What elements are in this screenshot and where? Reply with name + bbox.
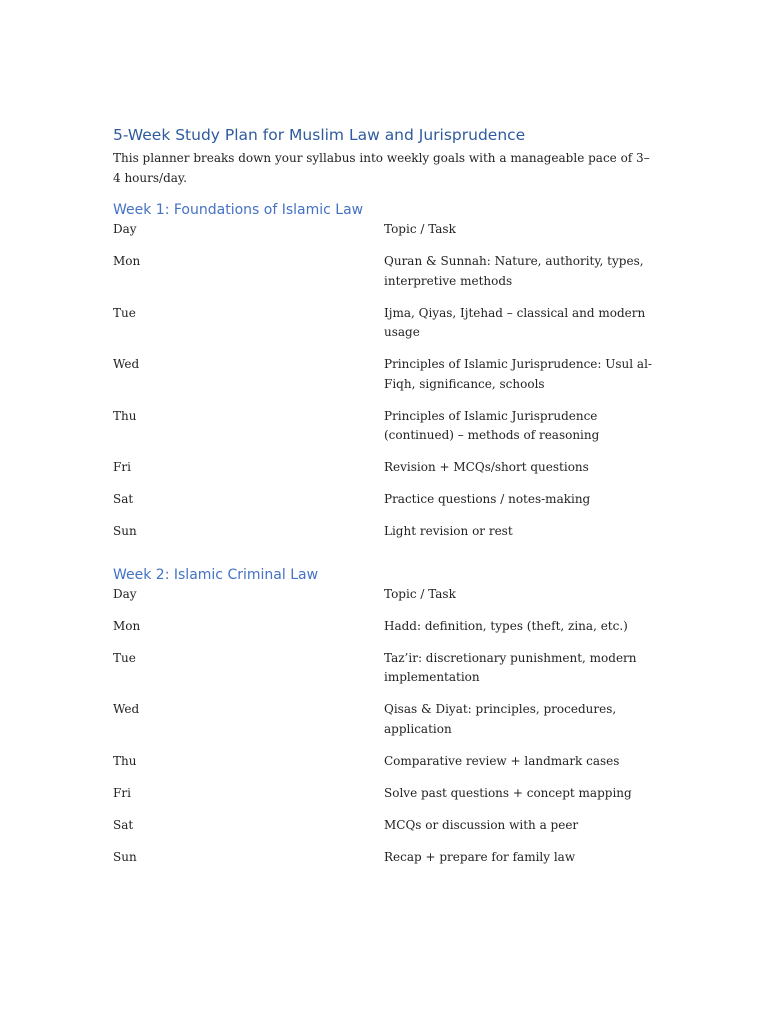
day-cell: Sat (113, 492, 134, 506)
topic-cell: Solve past questions + concept mapping (384, 785, 632, 800)
table-row (113, 490, 653, 510)
document-intro: This planner breaks down your syllabus into weekly goals with a manageable pace of 3–4 hours/day. (113, 151, 650, 185)
week-2-heading: Week 2: Islamic Criminal Law (113, 566, 319, 583)
day-cell: Thu (113, 753, 137, 768)
column-header-day: Day (113, 586, 137, 601)
topic-cell: Principles of Islamic Jurisprudence: Usul al-Fiqh, significance, schools (384, 357, 652, 391)
table-row (113, 649, 653, 688)
topic-cell: Taz’ir: discretionary punishment, modern implementation (384, 650, 637, 684)
table-row (113, 700, 653, 739)
day-cell: Thu (113, 408, 137, 423)
day-cell: Tue (113, 650, 136, 665)
table-row (113, 304, 653, 343)
day-cell: Sun (113, 524, 137, 538)
topic-cell: Principles of Islamic Jurisprudence (continued) – methods of reasoning (384, 408, 600, 442)
day-cell: Mon (113, 254, 141, 268)
table-row (113, 355, 653, 394)
table-row (113, 458, 653, 478)
topic-cell: MCQs or discussion with a peer (384, 817, 579, 832)
day-cell: Wed (113, 702, 140, 716)
topic-cell: Ijma, Qiyas, Ijtehad – classical and modern usage (384, 305, 646, 339)
day-cell: Wed (113, 357, 140, 371)
table-row (113, 252, 653, 291)
week-1-heading: Week 1: Foundations of Islamic Law (113, 202, 364, 218)
table-row (113, 784, 653, 804)
day-cell: Sun (113, 849, 137, 864)
topic-cell: Recap + prepare for family law (384, 849, 576, 864)
day-cell: Fri (113, 460, 131, 474)
day-cell: Sat (113, 817, 134, 832)
topic-cell: Qisas & Diyat: principles, procedures, application (384, 702, 617, 736)
topic-cell: Quran & Sunnah: Nature, authority, types, interpretive methods (384, 254, 644, 288)
topic-cell: Comparative review + landmark cases (384, 753, 620, 768)
week-2-section (113, 565, 653, 868)
day-cell: Mon (113, 618, 141, 633)
document-title: 5-Week Study Plan for Muslim Law and Jurisprudence (113, 126, 526, 144)
topic-cell: Light revision or rest (384, 524, 513, 538)
day-cell: Tue (113, 305, 136, 320)
week-1-section (113, 200, 653, 542)
table-row (113, 522, 653, 542)
topic-cell: Hadd: definition, types (theft, zina, etc.) (384, 618, 628, 633)
table-row (113, 816, 653, 836)
table-header-row (113, 220, 653, 240)
table-row (113, 617, 653, 637)
column-header-topic: Topic / Task (384, 586, 456, 601)
column-header-topic: Topic / Task (384, 222, 456, 236)
table-row (113, 848, 653, 868)
table-row (113, 407, 653, 446)
topic-cell: Practice questions / notes-making (384, 492, 591, 506)
day-cell: Fri (113, 785, 131, 800)
topic-cell: Revision + MCQs/short questions (384, 460, 589, 474)
column-header-day: Day (113, 222, 137, 236)
table-header-row (113, 585, 653, 605)
document-page (113, 124, 653, 890)
table-row (113, 752, 653, 772)
